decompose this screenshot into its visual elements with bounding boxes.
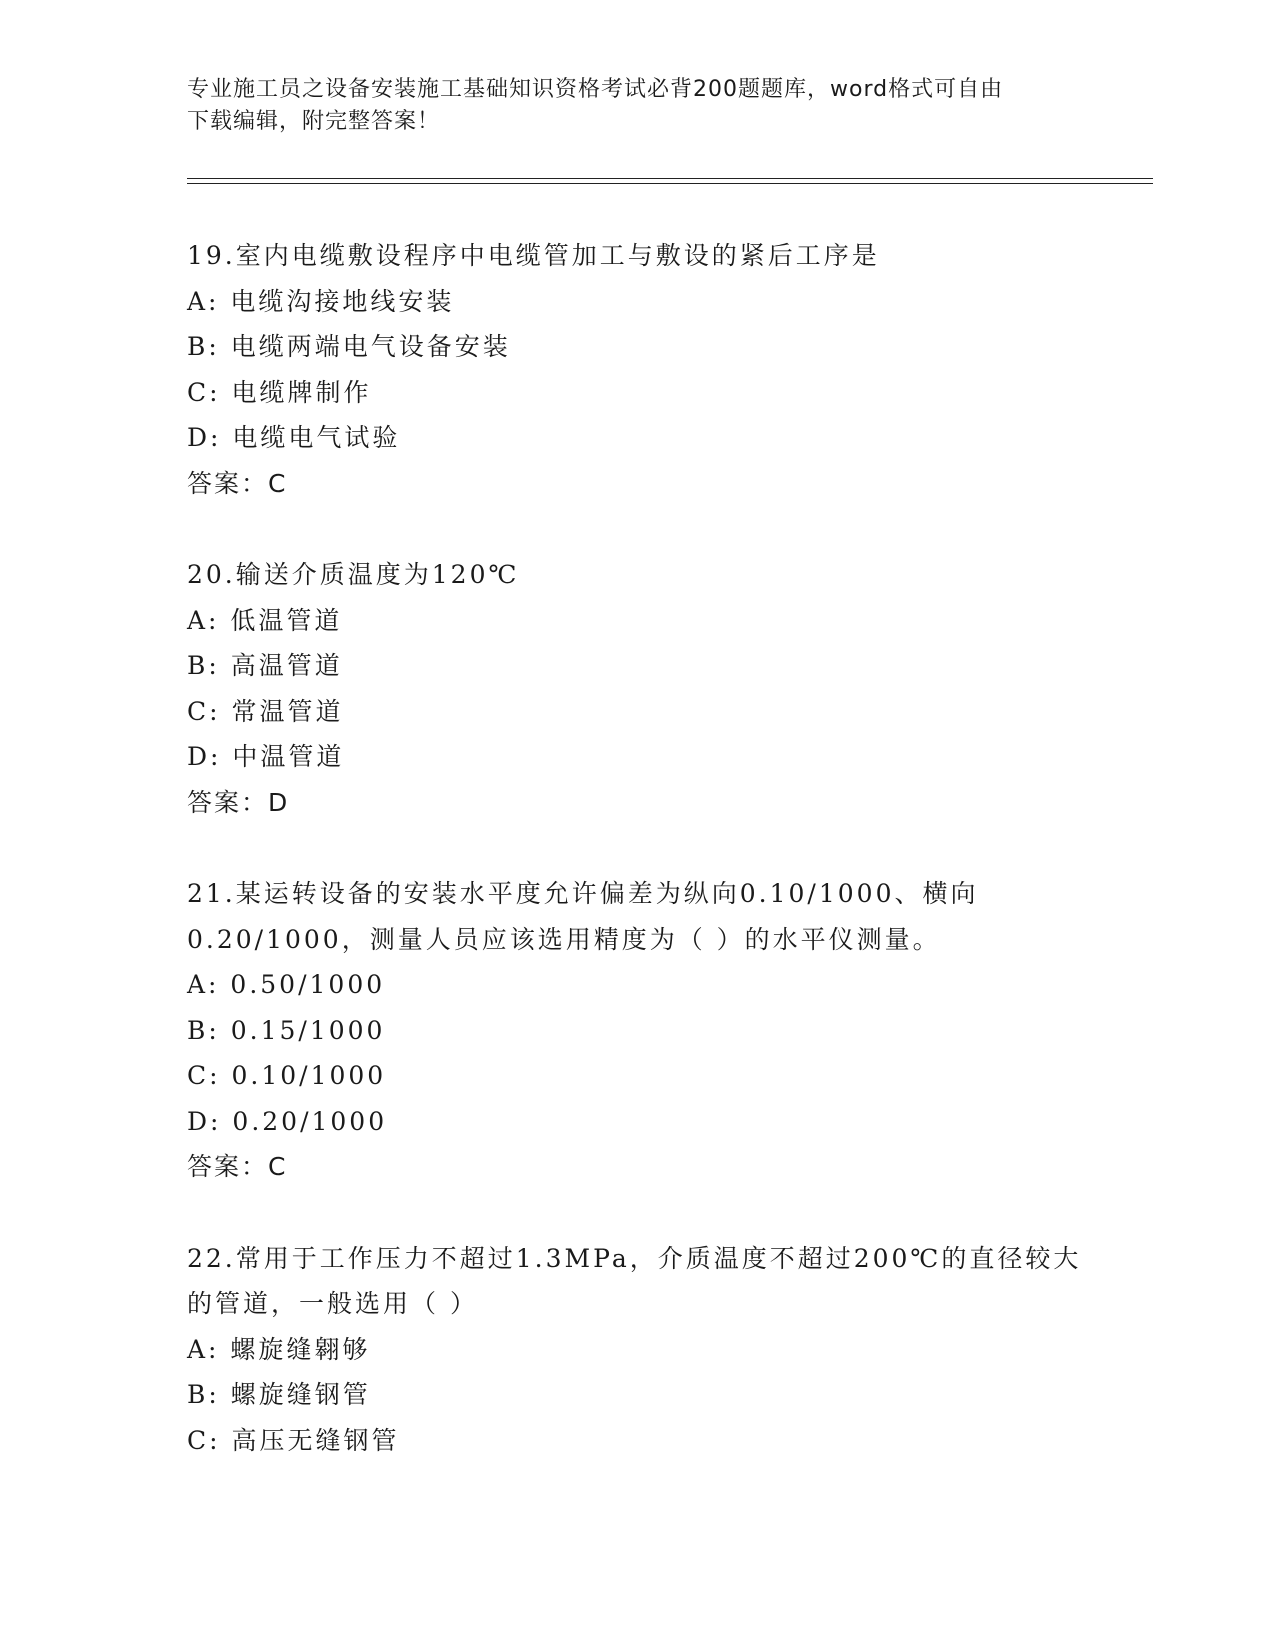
option-d: D: 0.20/1000: [187, 1106, 388, 1136]
question-stem: 19.室内电缆敷设程序中电缆管加工与敷设的紧后工序是: [187, 241, 880, 270]
header-rule-top: [187, 178, 1153, 179]
option-a: A: 低温管道: [187, 605, 343, 635]
question-stem: 20.输送介质温度为120℃: [187, 560, 520, 589]
header-line-1: 专业施工员之设备安装施工基础知识资格考试必背200题题库，word格式可自由: [187, 77, 1004, 102]
header-line-2: 下载编辑，附完整答案！: [187, 109, 441, 134]
question-stem-line-2: 0.20/1000，测量人员应该选用精度为（ ）的水平仪测量。: [187, 924, 941, 954]
option-a: A: 螺旋缝翱够: [187, 1334, 371, 1364]
option-b: B: 螺旋缝钢管: [187, 1380, 371, 1409]
answer-line: 答案：C: [187, 1152, 288, 1181]
question-21: [187, 871, 1147, 1190]
option-c: C: 0.10/1000: [187, 1061, 387, 1090]
header-rule-bottom: [187, 183, 1153, 184]
answer-line: 答案：C: [187, 468, 288, 498]
question-19: [187, 233, 1147, 506]
question-stem-line-2: 的管道，一般选用（ ）: [187, 1289, 478, 1318]
question-22: [187, 1236, 1147, 1464]
option-a: A: 电缆沟接地线安装: [187, 286, 455, 316]
option-d: D: 中温管道: [187, 742, 345, 771]
option-c: C: 高压无缝钢管: [187, 1425, 400, 1455]
question-20: [187, 552, 1147, 825]
question-stem-line-1: 22.常用于工作压力不超过1.3MPa，介质温度不超过200℃的直径较大: [187, 1243, 1082, 1273]
option-c: C: 电缆牌制作: [187, 377, 372, 407]
question-stem-line-1: 21.某运转设备的安装水平度允许偏差为纵向0.10/1000、横向: [187, 879, 979, 908]
option-b: B: 电缆两端电气设备安装: [187, 332, 511, 361]
option-a: A: 0.50/1000: [187, 970, 386, 999]
answer-line: 答案：D: [187, 787, 290, 817]
document-header: [187, 74, 1087, 138]
question-list: [187, 233, 1147, 1509]
option-b: B: 0.15/1000: [187, 1015, 386, 1045]
option-c: C: 常温管道: [187, 696, 344, 726]
option-b: B: 高温管道: [187, 651, 343, 680]
option-d: D: 电缆电气试验: [187, 423, 401, 452]
